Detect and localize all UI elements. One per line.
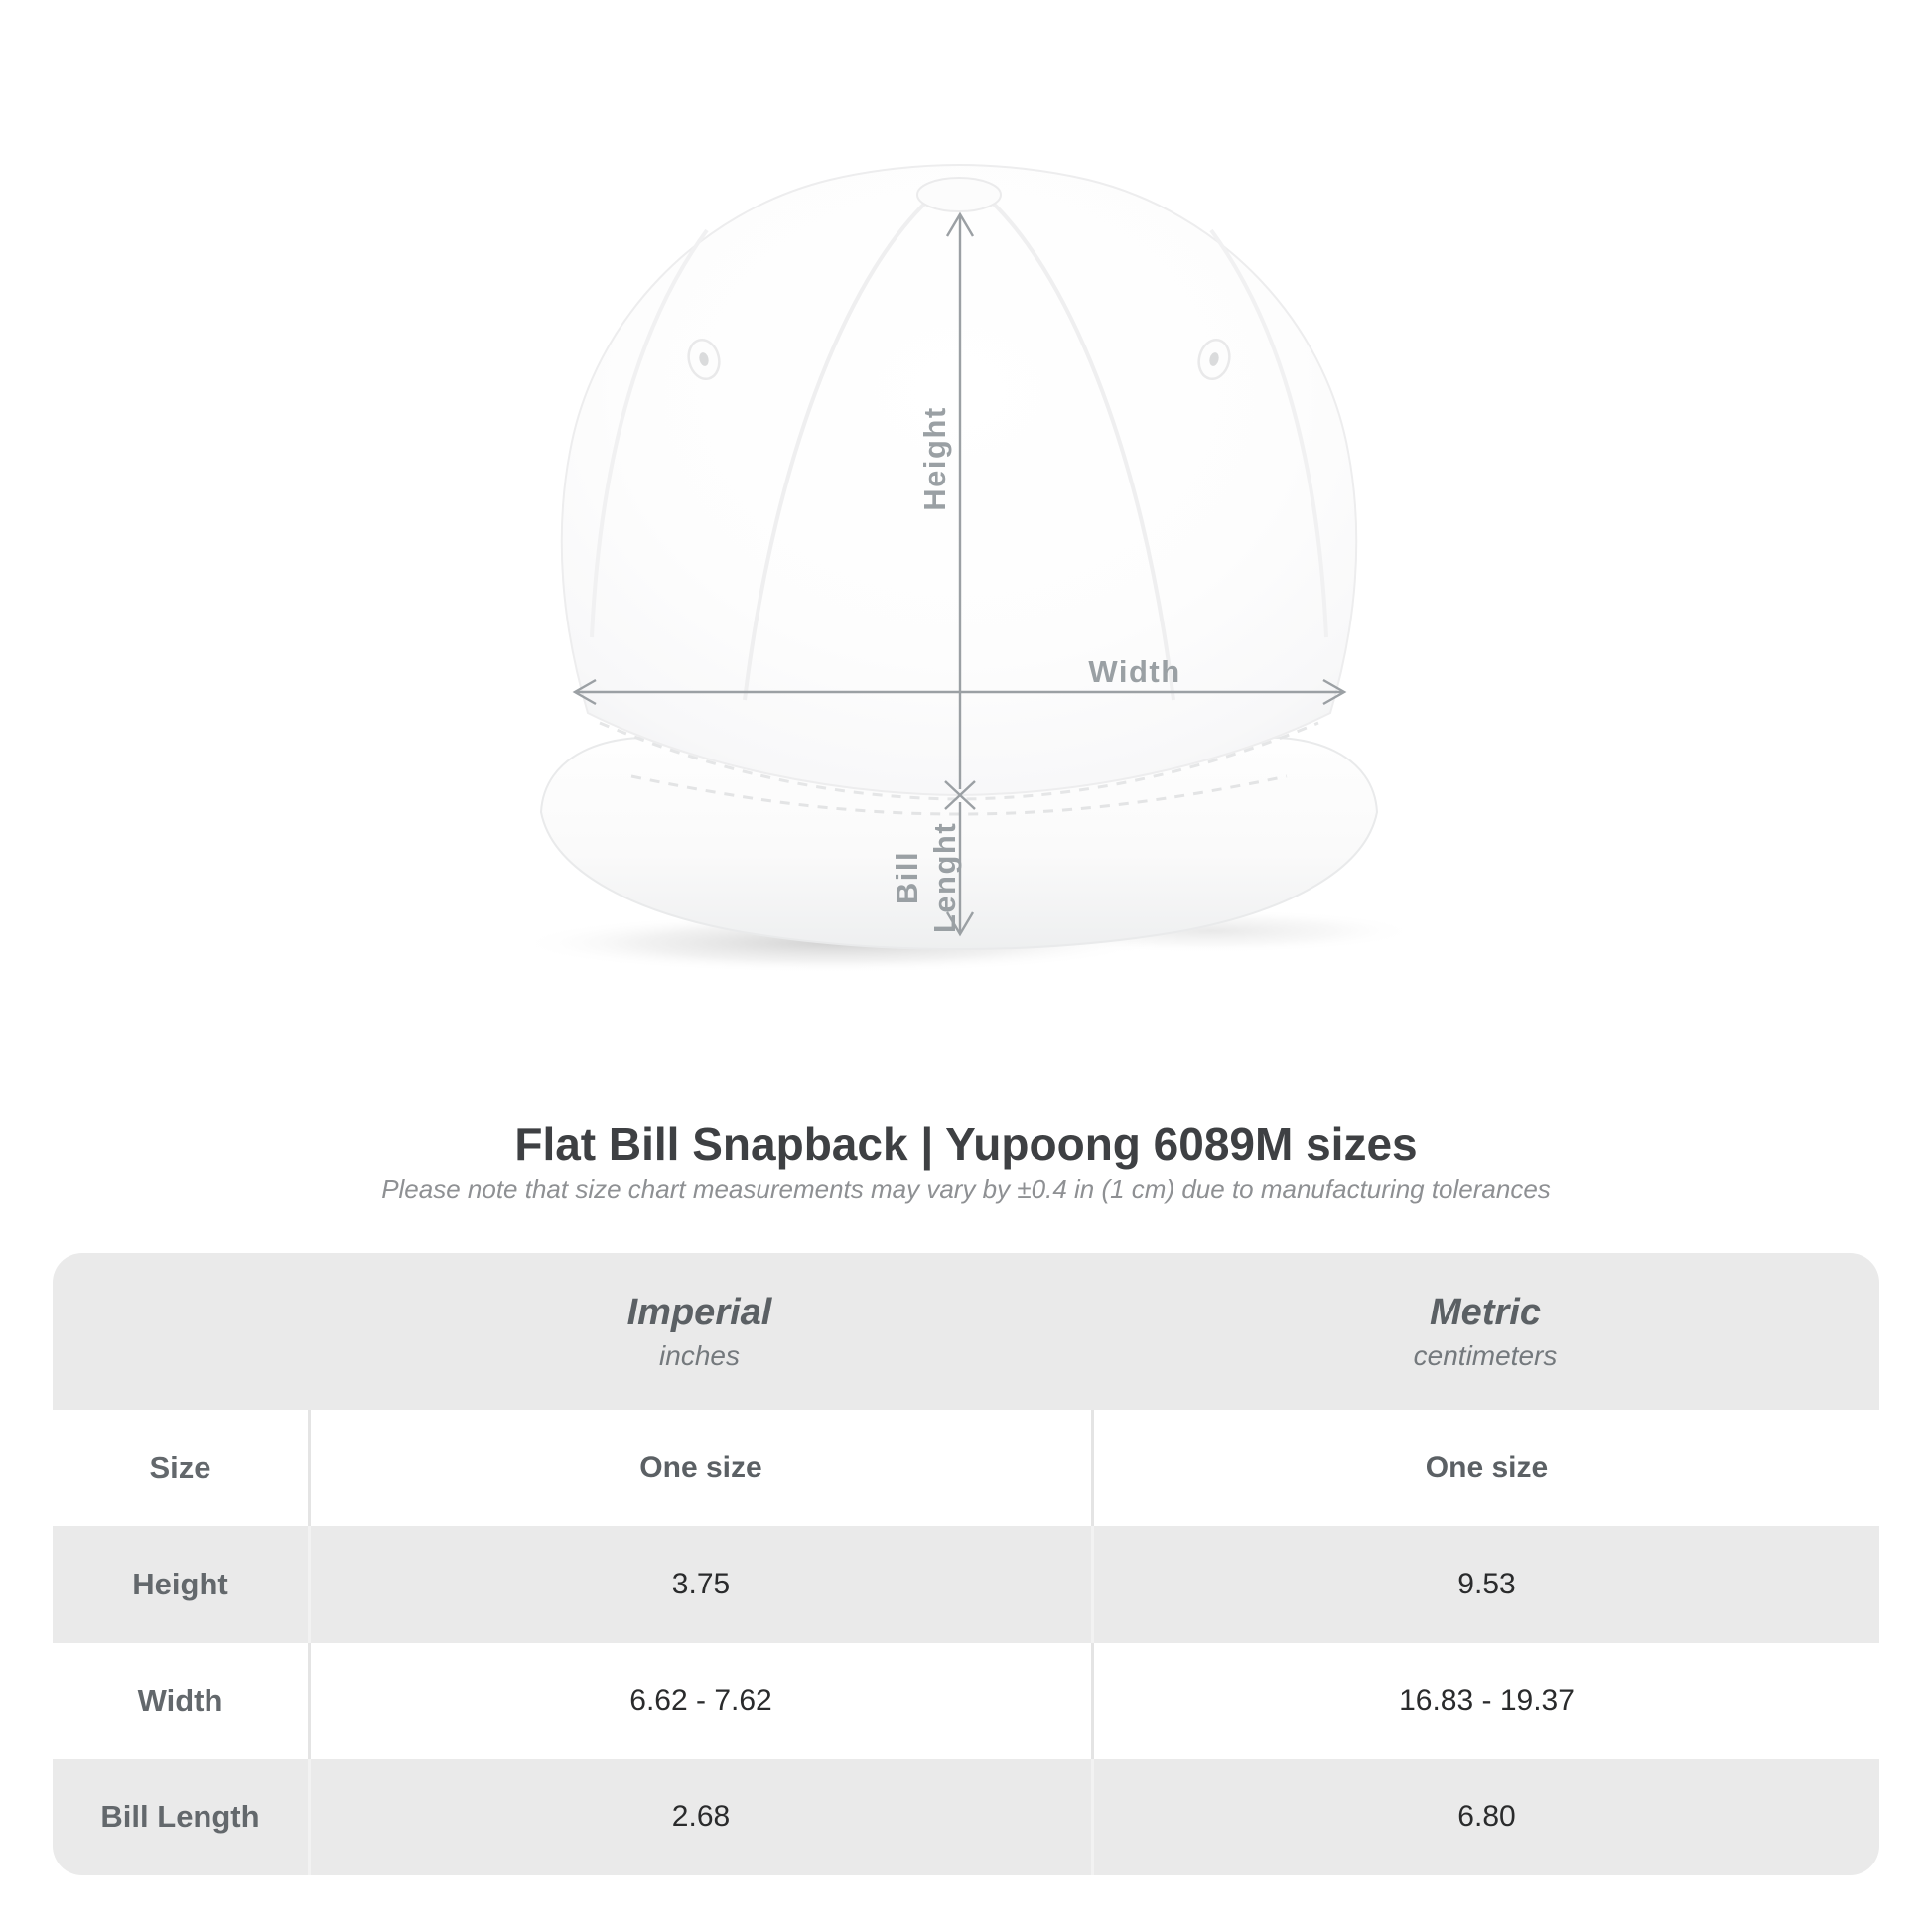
metric-header-label: Metric (1430, 1291, 1541, 1333)
svg-text:Bill: Bill (890, 850, 924, 905)
metric-unit-label: centimeters (1413, 1339, 1558, 1371)
imperial-header-label: Imperial (626, 1291, 772, 1333)
row-label: Height (132, 1566, 228, 1601)
table-row-size (53, 1410, 1879, 1526)
metric-value: 9.53 (1091, 1526, 1879, 1642)
metric-value: 16.83 - 19.37 (1091, 1643, 1879, 1759)
row-label: Size (149, 1449, 211, 1485)
table-body (53, 1410, 1879, 1875)
metric-value: 6.80 (1091, 1759, 1879, 1875)
table-header (53, 1253, 1879, 1410)
page-title: Flat Bill Snapback | Yupoong 6089M sizes (514, 1118, 1418, 1170)
header-imperial-cell (308, 1253, 1091, 1410)
header-spacer-cell (53, 1253, 308, 1410)
row-label: Width (137, 1683, 223, 1719)
width-dimension-label: Width (1088, 654, 1181, 689)
header-metric-cell (1091, 1253, 1879, 1410)
table-row-bill-length (53, 1759, 1879, 1875)
metric-value: One size (1091, 1410, 1879, 1526)
row-label: Bill Length (100, 1799, 260, 1835)
table-row-width (53, 1643, 1879, 1759)
imperial-value: One size (308, 1410, 1091, 1526)
height-dimension-label: Height (917, 406, 952, 511)
svg-text:Lenght: Lenght (927, 821, 962, 934)
tolerance-note: Please note that size chart measurements may vary by ±0.4 in (1 cm) due to manufacturing tolerances (381, 1174, 1551, 1204)
imperial-value: 2.68 (308, 1759, 1091, 1875)
imperial-value: 3.75 (308, 1526, 1091, 1642)
size-chart-table (53, 1253, 1879, 1875)
imperial-value: 6.62 - 7.62 (308, 1643, 1091, 1759)
table-row-height (53, 1526, 1879, 1642)
hat-top-button (917, 178, 1001, 211)
imperial-unit-label: inches (659, 1339, 740, 1371)
